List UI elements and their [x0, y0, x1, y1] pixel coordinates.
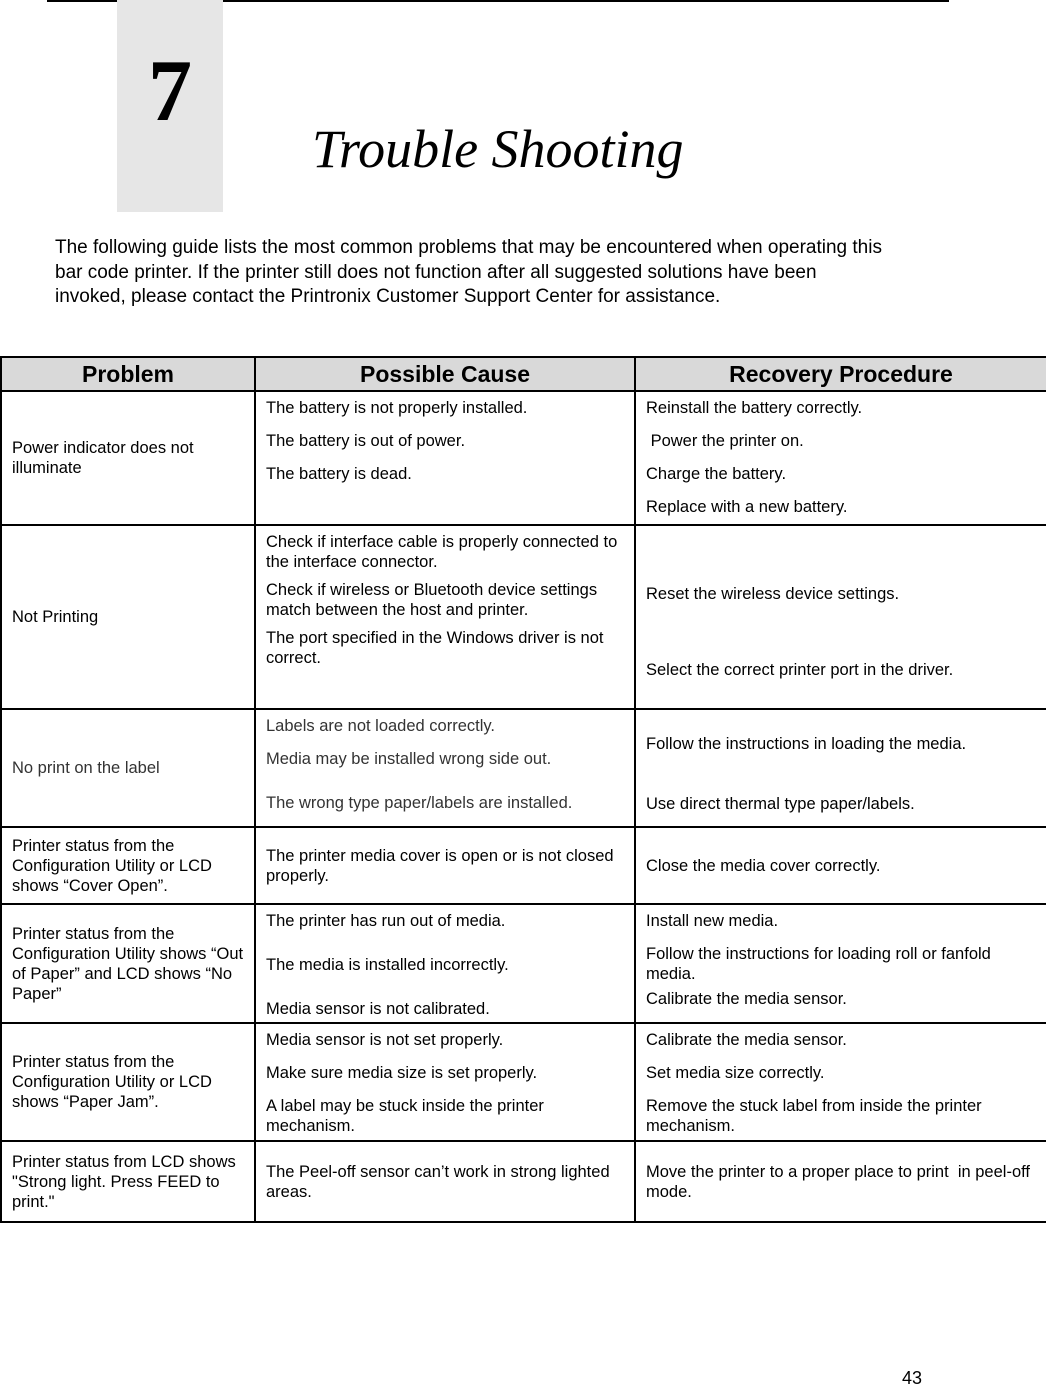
intro-line: invoked, please contact the Printronix Customer Support Center for assistance.	[55, 286, 721, 307]
problem-cell: Printer status from the Configuration Utility or LCD shows “Paper Jam”.	[1, 1023, 255, 1141]
recovery-cell	[635, 904, 1046, 1023]
cause-cell	[255, 1023, 635, 1141]
problem-cell: Printer status from the Configuration Utility or LCD shows “Cover Open”.	[1, 827, 255, 904]
chapter-number-box	[117, 0, 223, 212]
recovery-cell	[635, 391, 1046, 525]
problem-cell: Power indicator does not illuminate	[1, 391, 255, 525]
recovery-item: Charge the battery.	[646, 465, 787, 483]
problem-cell: No print on the label	[1, 709, 255, 827]
cause-cell: The printer media cover is open or is not closed properly.	[255, 827, 635, 904]
recovery-item: Power the printer on.	[646, 432, 804, 450]
cause-item: A label may be stuck inside the printer mechanism.	[266, 1097, 544, 1135]
header-recovery-procedure: Recovery Procedure	[635, 357, 1046, 391]
recovery-item: Reinstall the battery correctly.	[646, 399, 863, 417]
recovery-item: Follow the instructions for loading roll or fanfold media.	[646, 945, 991, 983]
recovery-cell: Close the media cover correctly.	[635, 827, 1046, 904]
cause-item: The battery is not properly installed.	[266, 399, 528, 417]
problem-cell: Not Printing	[1, 525, 255, 709]
cause-cell: The Peel-off sensor can’t work in strong lighted areas.	[255, 1141, 635, 1222]
cause-item: Make sure media size is set properly.	[266, 1064, 538, 1082]
table-row	[1, 827, 1046, 904]
cause-item: Check if interface cable is properly connected to the interface connector.	[266, 533, 618, 571]
troubleshooting-table	[0, 356, 1046, 1223]
header-possible-cause: Possible Cause	[255, 357, 635, 391]
table-row	[1, 1141, 1046, 1222]
chapter-number: 7	[148, 43, 192, 140]
problem-cell: Printer status from the Configuration Utility shows “Out of Paper” and LCD shows “No Paper”	[1, 904, 255, 1023]
header-problem: Problem	[1, 357, 255, 391]
table-row	[1, 525, 1046, 709]
recovery-item: Select the correct printer port in the driver.	[646, 661, 954, 679]
cause-item: The printer has run out of media.	[266, 912, 506, 930]
cause-item: Media may be installed wrong side out.	[266, 750, 552, 768]
cause-cell	[255, 709, 635, 827]
recovery-cell: Move the printer to a proper place to print in peel-off mode.	[635, 1141, 1046, 1222]
recovery-cell	[635, 709, 1046, 827]
problem-cell: Printer status from LCD shows "Strong light. Press FEED to print."	[1, 1141, 255, 1222]
page-number: 43	[902, 1368, 923, 1388]
cause-item: Labels are not loaded correctly.	[266, 717, 495, 735]
recovery-item: Reset the wireless device settings.	[646, 585, 900, 603]
recovery-cell	[635, 525, 1046, 709]
recovery-item: Follow the instructions in loading the media.	[646, 735, 967, 753]
cause-item: The wrong type paper/labels are installed.	[266, 794, 573, 812]
cause-cell	[255, 391, 635, 525]
table-row	[1, 904, 1046, 1023]
recovery-item: Use direct thermal type paper/labels.	[646, 795, 915, 813]
cause-item: The media is installed incorrectly.	[266, 956, 509, 974]
table-row	[1, 1023, 1046, 1141]
table-row	[1, 709, 1046, 827]
cause-cell	[255, 904, 635, 1023]
cause-cell	[255, 525, 635, 709]
cause-item: The battery is dead.	[266, 465, 412, 483]
recovery-item: Set media size correctly.	[646, 1064, 825, 1082]
intro-line: bar code printer. If the printer still does not function after all suggested solutions have been	[55, 261, 817, 283]
recovery-item: Calibrate the media sensor.	[646, 1031, 847, 1049]
table-row	[1, 391, 1046, 525]
cause-item: Media sensor is not set properly.	[266, 1031, 504, 1049]
cause-item: Check if wireless or Bluetooth device settings match between the host and printer.	[266, 581, 598, 619]
cause-item: The port specified in the Windows driver is not correct.	[266, 629, 604, 667]
chapter-title: Trouble Shooting	[312, 119, 684, 179]
recovery-item: Install new media.	[646, 912, 779, 930]
cause-item: Media sensor is not calibrated.	[266, 1000, 490, 1018]
recovery-item: Remove the stuck label from inside the printer mechanism.	[646, 1097, 982, 1135]
recovery-cell	[635, 1023, 1046, 1141]
table-header-row	[1, 357, 1046, 391]
intro-line: The following guide lists the most common problems that may be encountered when operating this	[55, 237, 882, 258]
recovery-item: Replace with a new battery.	[646, 498, 848, 516]
intro-paragraph	[55, 236, 985, 310]
cause-item: The battery is out of power.	[266, 432, 466, 450]
recovery-item: Calibrate the media sensor.	[646, 990, 847, 1008]
